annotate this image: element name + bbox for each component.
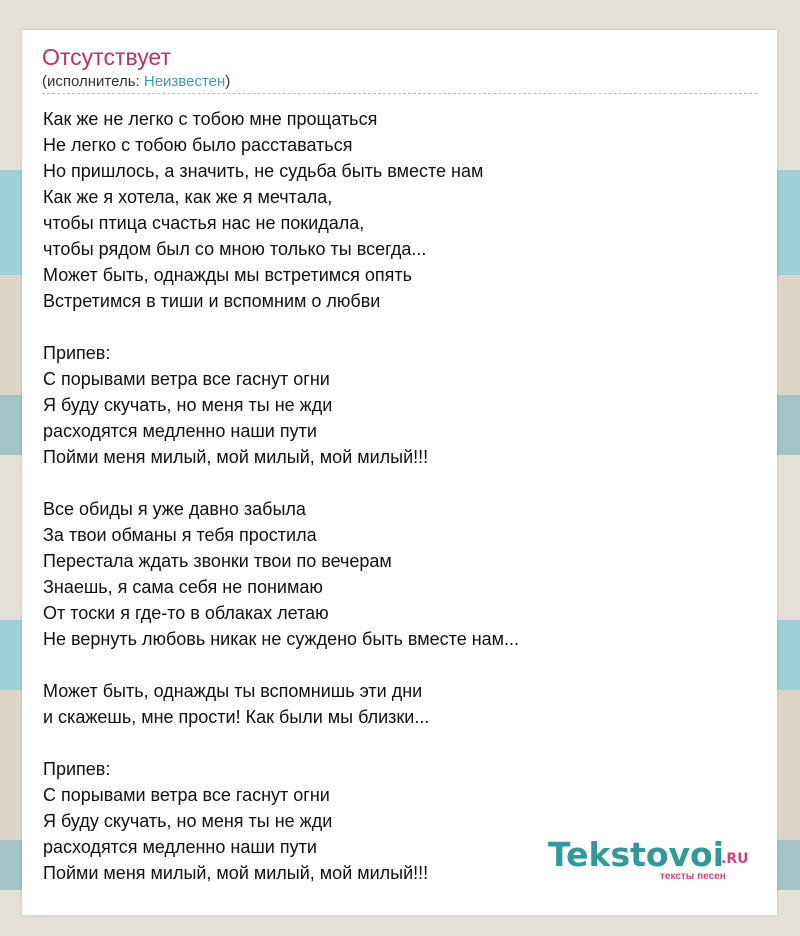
lyrics-line: Я буду скучать, но меня ты не жди	[43, 811, 333, 831]
lyrics-blank-line	[43, 652, 763, 678]
lyrics-line: Пойми меня милый, мой милый, мой милый!!!	[43, 447, 429, 467]
lyrics-card	[22, 30, 777, 915]
lyrics-line: чтобы птица счастья нас не покидала,	[43, 213, 365, 233]
artist-suffix: )	[225, 73, 231, 90]
lyrics-blank-line	[43, 314, 763, 340]
artist-line	[42, 73, 230, 91]
lyrics-line: Перестала ждать звонки твои по вечерам	[43, 551, 392, 571]
lyrics-line: Но пришлось, а значить, не судьба быть вместе нам	[43, 161, 484, 181]
lyrics-line: С порывами ветра все гаснут огни	[43, 785, 330, 805]
lyrics-line: Все обиды я уже давно забыла	[43, 499, 306, 519]
site-logo[interactable]	[548, 835, 758, 885]
lyrics-line: Припев:	[43, 759, 111, 779]
lyrics-line: За твои обманы я тебя простила	[43, 525, 317, 545]
lyrics-line: Пойми меня милый, мой милый, мой милый!!!	[43, 863, 429, 883]
lyrics-line: Я буду скучать, но меня ты не жди	[43, 395, 333, 415]
artist-prefix: (исполнитель:	[42, 73, 144, 90]
artist-link[interactable]: Неизвестен	[143, 73, 226, 90]
lyrics-line: Припев:	[43, 343, 111, 363]
lyrics-line: Не легко с тобою было расставаться	[43, 135, 353, 155]
lyrics-text	[43, 106, 763, 886]
lyrics-line: расходятся медленно наши пути	[43, 421, 317, 441]
lyrics-blank-line	[43, 730, 763, 756]
lyrics-line: С порывами ветра все гаснут огни	[43, 369, 330, 389]
lyrics-line: От тоски я где-то в облаках летаю	[43, 603, 329, 623]
lyrics-line: и скажешь, мне прости! Как были мы близки...	[43, 707, 430, 727]
lyrics-blank-line	[43, 470, 763, 496]
lyrics-line: Встретимся в тиши и вспомним о любви	[43, 291, 381, 311]
lyrics-line: Может быть, однажды ты вспомнишь эти дни	[43, 681, 423, 701]
logo-brand: Tekstovoi	[548, 835, 725, 874]
logo-tagline: тексты песен	[660, 871, 726, 882]
header-divider	[42, 93, 757, 94]
lyrics-line: Не вернуть любовь никак не суждено быть вместе нам...	[43, 629, 520, 649]
lyrics-line: Может быть, однажды мы встретимся опять	[43, 265, 413, 285]
logo-tld: .RU	[721, 851, 749, 867]
lyrics-line: Как же не легко с тобою мне прощаться	[43, 109, 378, 129]
lyrics-line: Знаешь, я сама себя не понимаю	[43, 577, 323, 597]
lyrics-line: расходятся медленно наши пути	[43, 837, 317, 857]
lyrics-line: чтобы рядом был со мною только ты всегда...	[43, 239, 427, 259]
song-title: Отсутствует	[42, 44, 171, 70]
lyrics-line: Как же я хотела, как же я мечтала,	[43, 187, 333, 207]
